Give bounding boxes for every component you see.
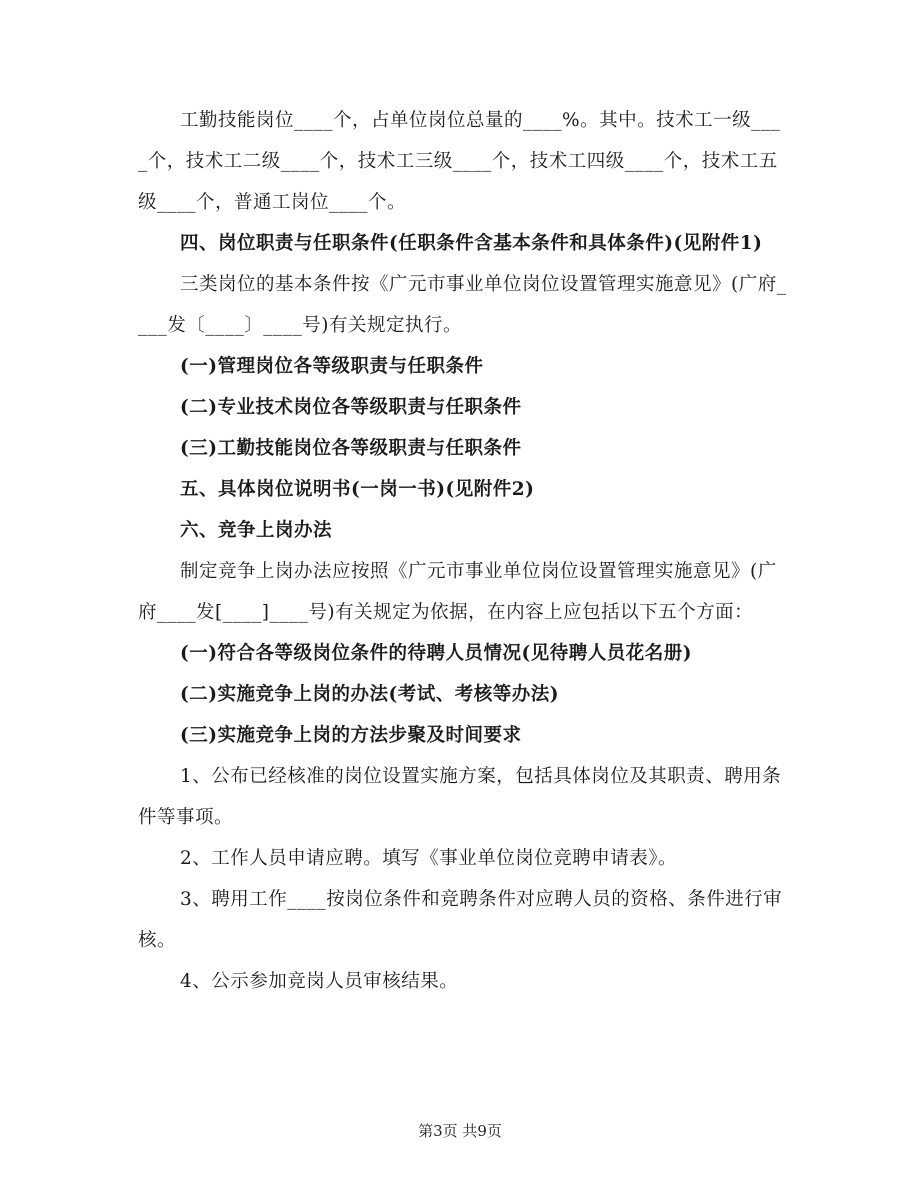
paragraph-3: 三类岗位的基本条件按《广元市事业单位岗位设置管理实施意见》(广府____发〔____〕____号)有关规定执行。 (138, 274, 787, 336)
paragraph-1: 工勤技能岗位____个，占单位岗位总量的____%。其中。技术工一级____个，技术工二级____个，技术工三级____个，技术工四级____个，技术工五级____个，普通工岗位____个。 (138, 110, 781, 213)
step-2: 2、工作人员申请应聘。填写《事业单位岗位竞聘申请表》。 (180, 848, 678, 869)
section-heading-6: 六、竞争上岗办法 (180, 520, 333, 541)
subheading-methods: (二)实施竞争上岗的办法(考试、考核等办法) (180, 684, 560, 705)
subheading-steps: (三)实施竞争上岗的方法步聚及时间要求 (180, 725, 522, 746)
subheading-management: (一)管理岗位各等级职责与任职条件 (180, 356, 484, 377)
subheading-skilled: (三)工勤技能岗位各等级职责与任职条件 (180, 438, 522, 459)
step-3: 3、聘用工作____按岗位条件和竞聘条件对应聘人员的资格、条件进行审核。 (138, 889, 783, 951)
subheading-candidates: (一)符合各等级岗位条件的待聘人员情况(见待聘人员花名册) (180, 643, 693, 664)
step-4: 4、公示参加竞岗人员审核结果。 (180, 971, 459, 992)
paragraph-9: 制定竞争上岗办法应按照《广元市事业单位岗位设置管理实施意见》(广府____发[____]____号)有关规定为依据，在内容上应包括以下五个方面： (138, 561, 777, 623)
section-heading-4: 四、岗位职责与任职条件(任职条件含基本条件和具体条件)(见附件1) (180, 233, 763, 254)
section-heading-5: 五、具体岗位说明书(一岗一书)(见附件2) (180, 479, 535, 500)
subheading-professional: (二)专业技术岗位各等级职责与任职条件 (180, 397, 522, 418)
document-body (138, 100, 788, 1002)
page-number: 第3页 共9页 (418, 1122, 502, 1140)
step-1: 1、公布已经核准的岗位设置实施方案，包括具体岗位及其职责、聘用条件等事项。 (138, 766, 782, 828)
